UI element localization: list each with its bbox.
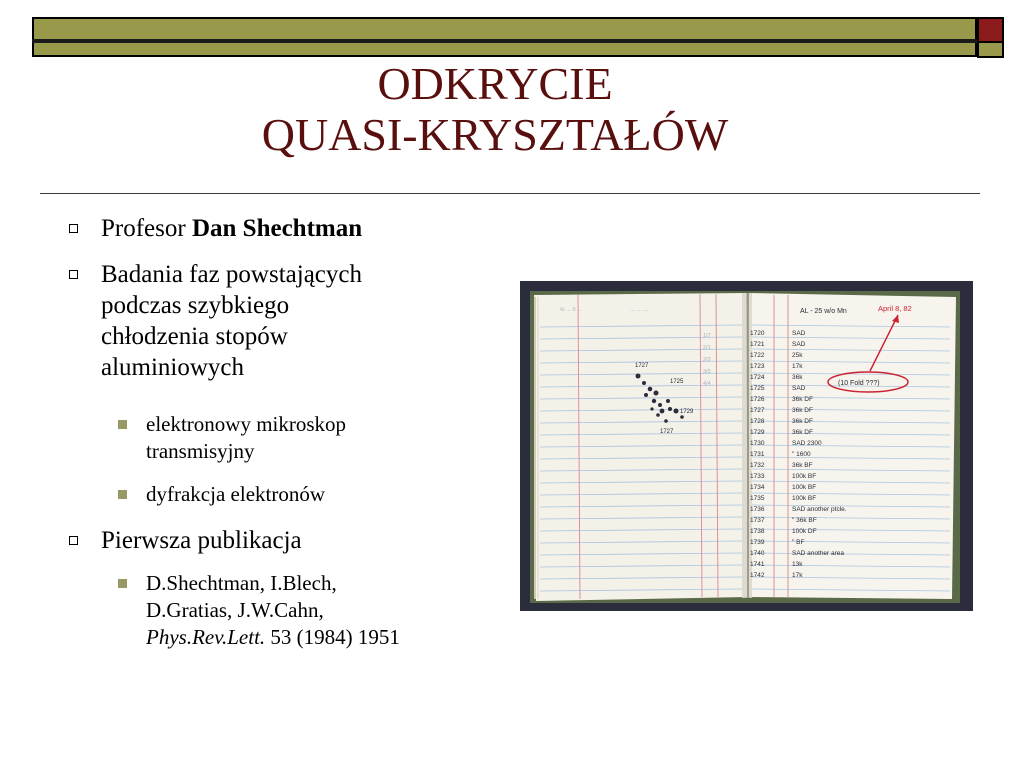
- svg-text:100k DF: 100k DF: [792, 528, 817, 535]
- svg-text:17k: 17k: [792, 363, 803, 370]
- svg-text:SAD: SAD: [792, 330, 806, 337]
- svg-text:1732: 1732: [750, 462, 765, 469]
- svg-text:SAD: SAD: [792, 341, 806, 348]
- svg-text:1738: 1738: [750, 528, 765, 535]
- svg-text:1721: 1721: [750, 341, 765, 348]
- svg-text:1726: 1726: [750, 396, 765, 403]
- svg-text:1734: 1734: [750, 484, 765, 491]
- bullet-research-line: podczas szybkiego: [101, 292, 290, 319]
- svg-text:SAD: SAD: [792, 385, 806, 392]
- svg-text:1723: 1723: [750, 363, 765, 370]
- bullet-research: [101, 259, 362, 383]
- svg-text:36k DF: 36k DF: [792, 407, 813, 414]
- title-line-1: ODKRYCIE: [377, 58, 613, 109]
- svg-text:36k DF: 36k DF: [792, 396, 813, 403]
- svg-text:1733: 1733: [750, 473, 765, 480]
- svg-text:17k: 17k: [792, 572, 803, 579]
- bullet-square-icon: [69, 224, 78, 233]
- sketch-label: 1727: [635, 363, 649, 369]
- svg-text:SAD another area: SAD another area: [792, 550, 845, 557]
- svg-text:1737: 1737: [750, 517, 765, 524]
- svg-text:36k BF: 36k BF: [792, 462, 813, 469]
- sub-bullet-citation: [146, 570, 400, 651]
- notebook-header-sample: AL - 25 w/o Mn: [800, 308, 847, 315]
- slide-title: [30, 58, 960, 160]
- svg-text:" 1600: " 1600: [792, 451, 811, 458]
- bullet-professor: [101, 213, 362, 244]
- svg-text:1731: 1731: [750, 451, 765, 458]
- svg-text:w. .. 8 ...: w. .. 8 ...: [560, 307, 583, 313]
- svg-text:1742: 1742: [750, 572, 765, 579]
- circled-note: (10 Fold ???): [838, 380, 880, 387]
- svg-text:25k: 25k: [792, 352, 803, 359]
- bullet-research-line: chłodzenia stopów: [101, 323, 288, 350]
- corner-square-olive: [977, 41, 1004, 58]
- bullet-professor-name: Dan Shechtman: [191, 215, 363, 242]
- svg-text:1740: 1740: [750, 550, 765, 557]
- notebook-drawing: [520, 281, 973, 611]
- title-line-2: QUASI-KRYSZTAŁÓW: [261, 109, 729, 160]
- svg-text:SAD 2300: SAD 2300: [792, 440, 822, 447]
- svg-text:2/1: 2/1: [703, 345, 711, 351]
- svg-text:1727: 1727: [750, 407, 765, 414]
- svg-text:1739: 1739: [750, 539, 765, 546]
- bullet-research-line: aluminiowych: [101, 354, 245, 381]
- svg-text:SAD another ptcle.: SAD another ptcle.: [792, 506, 847, 513]
- svg-text:36k DF: 36k DF: [792, 429, 813, 436]
- citation-authors-line: D.Shechtman, I.Blech,: [146, 571, 337, 595]
- svg-text:1/7: 1/7: [703, 333, 711, 339]
- header-band: [32, 17, 977, 57]
- sketch-label: 1725: [670, 379, 684, 385]
- bullet-publication: [101, 525, 302, 556]
- header-stripe: [32, 39, 977, 43]
- svg-text:2/2: 2/2: [703, 357, 711, 363]
- svg-text:1735: 1735: [750, 495, 765, 502]
- bullet-publication-text: Pierwsza publikacja: [101, 527, 302, 554]
- svg-text:1724: 1724: [750, 374, 765, 381]
- svg-text:100k BF: 100k BF: [792, 495, 817, 502]
- sub-bullet-line: transmisyjny: [146, 439, 255, 463]
- svg-text:13k: 13k: [792, 561, 803, 568]
- notebook-header-date: April 8, 82: [878, 304, 912, 313]
- sub-bullet-square-icon: [118, 490, 127, 499]
- svg-text:1720: 1720: [750, 330, 765, 337]
- svg-text:1736: 1736: [750, 506, 765, 513]
- title-divider: [40, 193, 980, 194]
- svg-text:36k DF: 36k DF: [792, 418, 813, 425]
- bullet-square-icon: [69, 270, 78, 279]
- svg-text:1725: 1725: [750, 385, 765, 392]
- svg-text:36k: 36k: [792, 374, 803, 381]
- bullet-square-icon: [69, 536, 78, 545]
- svg-text:1728: 1728: [750, 418, 765, 425]
- citation-journal-line: [146, 624, 400, 651]
- svg-text:1729: 1729: [750, 429, 765, 436]
- sub-bullet-line: dyfrakcja elektronów: [146, 482, 326, 506]
- sketch-label: 1729: [680, 409, 694, 415]
- bullet-research-line: Badania faz powstających: [101, 261, 362, 288]
- corner-square-red: [977, 17, 1004, 43]
- sub-bullet-square-icon: [118, 420, 127, 429]
- sub-bullet-line: elektronowy mikroskop: [146, 412, 347, 436]
- svg-text:" 36k BF: " 36k BF: [792, 517, 817, 524]
- svg-text:100k BF: 100k BF: [792, 484, 817, 491]
- lab-notebook-photo: [520, 281, 973, 611]
- sub-bullet-microscope: [146, 411, 346, 465]
- svg-text:3/5: 3/5: [703, 369, 711, 375]
- svg-text:" BF: " BF: [792, 539, 805, 546]
- bullet-professor-prefix: Profesor: [101, 215, 192, 242]
- svg-text:1722: 1722: [750, 352, 765, 359]
- citation-journal: Phys.Rev.Lett.: [146, 625, 266, 649]
- svg-text:... ... ...: ... ... ...: [630, 307, 649, 313]
- sub-bullet-square-icon: [118, 579, 127, 588]
- svg-text:1741: 1741: [750, 561, 765, 568]
- svg-text:1730: 1730: [750, 440, 765, 447]
- svg-text:4/4: 4/4: [703, 381, 711, 387]
- sub-bullet-diffraction: [146, 481, 325, 508]
- citation-reference: 53 (1984) 1951: [265, 625, 400, 649]
- sketch-label: 1727: [660, 429, 674, 435]
- citation-authors-line: D.Gratias, J.W.Cahn,: [146, 598, 324, 622]
- svg-text:100k BF: 100k BF: [792, 473, 817, 480]
